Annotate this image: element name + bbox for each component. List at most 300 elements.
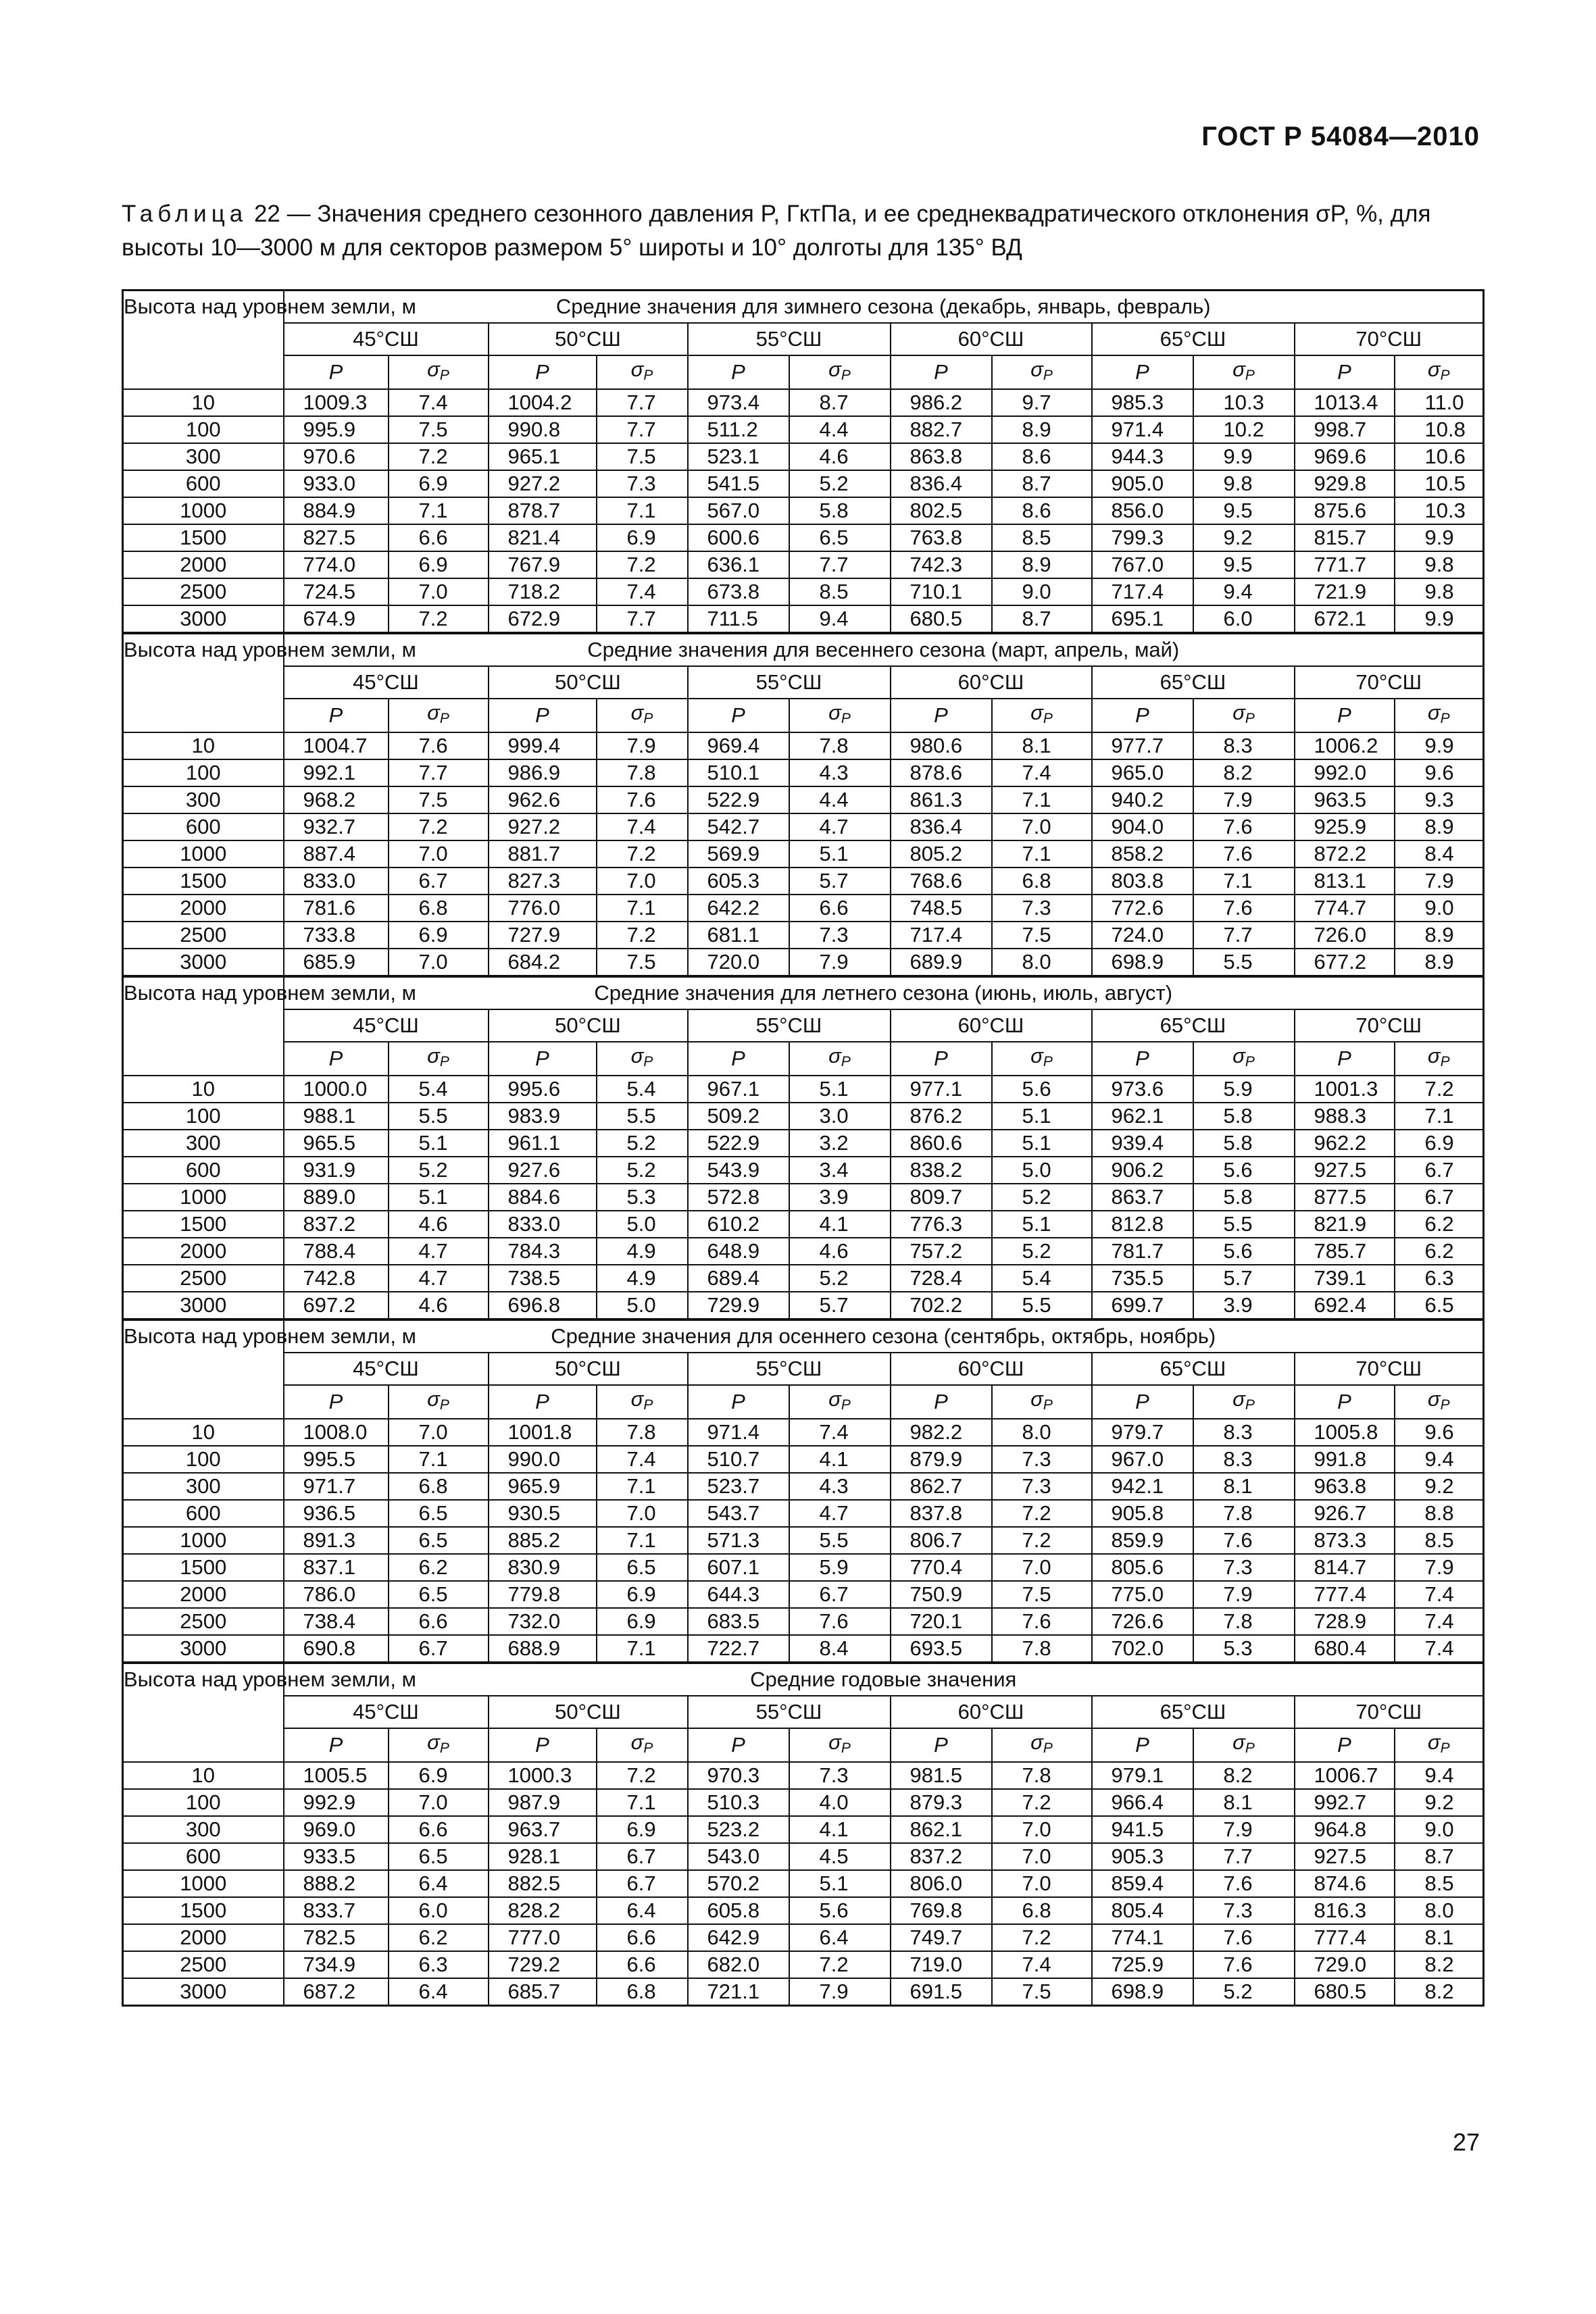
- sigma-cell: 6.6: [389, 524, 489, 551]
- sigma-cell: 5.5: [389, 1103, 489, 1130]
- table-row: [123, 1076, 1484, 1103]
- latitude-header: 55°СШ: [688, 1696, 891, 1728]
- caption-prefix: Таблица: [122, 201, 248, 227]
- sigma-cell: 6.6: [789, 895, 891, 922]
- pressure-cell: 767.9: [489, 551, 597, 578]
- sigma-cell: 5.5: [1193, 1211, 1295, 1238]
- height-cell: 100: [123, 759, 284, 786]
- sigma-cell: 6.3: [389, 1951, 489, 1978]
- sigma-symbol: σ: [1427, 1043, 1441, 1067]
- sigma-cell: 7.1: [1395, 1103, 1484, 1130]
- latitude-header: 65°СШ: [1092, 1353, 1295, 1385]
- pressure-cell: 510.7: [688, 1446, 789, 1473]
- sigma-cell: 4.9: [597, 1265, 688, 1292]
- sigma-cell: 9.4: [789, 605, 891, 633]
- pressure-cell: 874.6: [1295, 1870, 1395, 1897]
- pressure-cell: 779.8: [489, 1581, 597, 1608]
- sigma-cell: 6.9: [389, 922, 489, 949]
- sigma-cell: 7.5: [992, 922, 1092, 949]
- pressure-cell: 991.8: [1295, 1446, 1395, 1473]
- sigma-symbol: σ: [828, 1386, 841, 1411]
- pressure-cell: 721.9: [1295, 578, 1395, 605]
- pressure-cell: 905.3: [1092, 1843, 1193, 1870]
- pressure-cell: 688.9: [489, 1635, 597, 1663]
- height-cell: 100: [123, 1446, 284, 1473]
- sigma-cell: 7.5: [597, 443, 688, 470]
- pressure-cell: 757.2: [891, 1238, 992, 1265]
- sigma-subscript: P: [1440, 710, 1450, 726]
- sigma-cell: 7.3: [1193, 1897, 1295, 1924]
- pressure-cell: 702.0: [1092, 1635, 1193, 1663]
- p-header: P: [1092, 355, 1193, 389]
- pressure-cell: 863.8: [891, 443, 992, 470]
- pressure-cell: 969.4: [688, 732, 789, 759]
- sigma-cell: 5.3: [597, 1184, 688, 1211]
- sigma-cell: 6.7: [789, 1581, 891, 1608]
- pressure-cell: 702.2: [891, 1292, 992, 1319]
- pressure-cell: 927.5: [1295, 1843, 1395, 1870]
- table-body: [123, 291, 1484, 2006]
- pressure-cell: 569.9: [688, 840, 789, 867]
- sigma-symbol: σ: [427, 1386, 440, 1411]
- table-row: [123, 605, 1484, 633]
- sigma-cell: 7.4: [789, 1419, 891, 1446]
- table-row: [123, 470, 1484, 497]
- pressure-cell: 1001.8: [489, 1419, 597, 1446]
- subheader-row: [123, 1042, 1484, 1076]
- table-row: [123, 497, 1484, 524]
- sigma-cell: 7.1: [597, 1527, 688, 1554]
- sigma-header: [389, 699, 489, 732]
- sigma-symbol: σ: [630, 357, 644, 381]
- sigma-subscript: P: [1440, 1053, 1450, 1070]
- sigma-cell: 4.4: [789, 416, 891, 443]
- pressure-cell: 698.9: [1092, 949, 1193, 976]
- sigma-cell: 8.7: [1395, 1843, 1484, 1870]
- pressure-cell: 733.8: [284, 922, 389, 949]
- sigma-cell: 5.2: [992, 1238, 1092, 1265]
- sigma-subscript: P: [841, 710, 851, 726]
- sigma-cell: 4.1: [789, 1816, 891, 1843]
- sigma-cell: 8.1: [992, 732, 1092, 759]
- pressure-cell: 885.2: [489, 1527, 597, 1554]
- sigma-cell: 7.3: [992, 1446, 1092, 1473]
- sigma-subscript: P: [1043, 367, 1053, 383]
- table-row: [123, 1951, 1484, 1978]
- sigma-symbol: σ: [1232, 357, 1245, 381]
- latitude-header: 45°СШ: [284, 1353, 489, 1385]
- pressure-cell: 942.1: [1092, 1473, 1193, 1500]
- sigma-cell: 5.7: [789, 1292, 891, 1319]
- pressure-cell: 905.0: [1092, 470, 1193, 497]
- pressure-cell: 680.5: [891, 605, 992, 633]
- sigma-cell: 7.8: [1193, 1500, 1295, 1527]
- table-row: [123, 1789, 1484, 1816]
- pressure-cell: 685.7: [489, 1978, 597, 2006]
- pressure-cell: 689.9: [891, 949, 992, 976]
- pressure-cell: 607.1: [688, 1554, 789, 1581]
- pressure-cell: 932.7: [284, 813, 389, 840]
- sigma-symbol: σ: [1030, 1386, 1043, 1411]
- pressure-cell: 873.3: [1295, 1527, 1395, 1554]
- pressure-cell: 724.0: [1092, 922, 1193, 949]
- sigma-cell: 7.4: [992, 1951, 1092, 1978]
- sigma-cell: 5.7: [1193, 1265, 1295, 1292]
- pressure-cell: 805.4: [1092, 1897, 1193, 1924]
- sigma-cell: 8.4: [789, 1635, 891, 1663]
- pressure-cell: 772.6: [1092, 895, 1193, 922]
- pressure-cell: 720.1: [891, 1608, 992, 1635]
- sigma-cell: 6.6: [597, 1951, 688, 1978]
- sigma-cell: 6.3: [1395, 1265, 1484, 1292]
- latitude-row: [123, 1353, 1484, 1385]
- pressure-cell: 642.2: [688, 895, 789, 922]
- pressure-cell: 722.7: [688, 1635, 789, 1663]
- table-row: [123, 1608, 1484, 1635]
- sigma-cell: 8.4: [1395, 840, 1484, 867]
- sigma-subscript: P: [1440, 1740, 1450, 1756]
- sigma-cell: 8.9: [1395, 922, 1484, 949]
- sigma-cell: 7.1: [992, 840, 1092, 867]
- pressure-cell: 884.9: [284, 497, 389, 524]
- sigma-cell: 8.9: [1395, 813, 1484, 840]
- sigma-cell: 7.0: [992, 1870, 1092, 1897]
- sigma-symbol: σ: [630, 1386, 644, 1411]
- pressure-cell: 734.9: [284, 1951, 389, 1978]
- sigma-cell: 7.0: [992, 813, 1092, 840]
- sigma-cell: 9.0: [1395, 895, 1484, 922]
- pressure-table: [122, 289, 1485, 2007]
- height-cell: 600: [123, 1500, 284, 1527]
- sigma-cell: 8.9: [992, 416, 1092, 443]
- sigma-cell: 5.5: [789, 1527, 891, 1554]
- pressure-cell: 963.8: [1295, 1473, 1395, 1500]
- sigma-cell: 5.1: [789, 1870, 891, 1897]
- height-cell: 300: [123, 1473, 284, 1500]
- sigma-cell: 4.7: [389, 1265, 489, 1292]
- sigma-subscript: P: [439, 367, 449, 383]
- pressure-cell: 605.3: [688, 867, 789, 895]
- pressure-cell: 940.2: [1092, 786, 1193, 813]
- pressure-cell: 878.6: [891, 759, 992, 786]
- pressure-cell: 963.7: [489, 1816, 597, 1843]
- pressure-cell: 681.1: [688, 922, 789, 949]
- sigma-cell: 7.4: [1395, 1635, 1484, 1663]
- sigma-cell: 7.6: [1193, 1951, 1295, 1978]
- p-header: P: [489, 1042, 597, 1076]
- pressure-cell: 543.7: [688, 1500, 789, 1527]
- pressure-cell: 648.9: [688, 1238, 789, 1265]
- sigma-symbol: σ: [828, 700, 841, 724]
- pressure-cell: 969.0: [284, 1816, 389, 1843]
- pressure-cell: 992.0: [1295, 759, 1395, 786]
- sigma-header: [597, 699, 688, 732]
- sigma-symbol: σ: [427, 357, 440, 381]
- p-header: P: [489, 1728, 597, 1762]
- sigma-header: [389, 1728, 489, 1762]
- sigma-cell: 5.4: [389, 1076, 489, 1103]
- sigma-header: [389, 1385, 489, 1419]
- latitude-header: 70°СШ: [1295, 666, 1484, 699]
- sigma-subscript: P: [1245, 710, 1255, 726]
- height-cell: 1500: [123, 1554, 284, 1581]
- pressure-cell: 738.4: [284, 1608, 389, 1635]
- height-cell: 1500: [123, 524, 284, 551]
- pressure-cell: 806.0: [891, 1870, 992, 1897]
- pressure-cell: 933.5: [284, 1843, 389, 1870]
- pressure-cell: 720.0: [688, 949, 789, 976]
- sigma-cell: 5.2: [389, 1157, 489, 1184]
- p-header: P: [891, 699, 992, 732]
- sigma-header: [789, 355, 891, 389]
- sigma-cell: 5.1: [789, 840, 891, 867]
- sigma-cell: 7.8: [789, 732, 891, 759]
- pressure-cell: 693.5: [891, 1635, 992, 1663]
- pressure-cell: 961.1: [489, 1130, 597, 1157]
- sigma-cell: 5.6: [1193, 1238, 1295, 1265]
- pressure-cell: 748.5: [891, 895, 992, 922]
- sigma-symbol: σ: [1232, 700, 1245, 724]
- pressure-cell: 674.9: [284, 605, 389, 633]
- sigma-cell: 6.8: [992, 1897, 1092, 1924]
- sigma-cell: 8.3: [1193, 1446, 1295, 1473]
- pressure-cell: 965.9: [489, 1473, 597, 1500]
- latitude-header: 45°СШ: [284, 323, 489, 355]
- height-cell: 10: [123, 732, 284, 759]
- section-title-row: [123, 1663, 1484, 1696]
- pressure-cell: 774.1: [1092, 1924, 1193, 1951]
- p-header: P: [1092, 699, 1193, 732]
- pressure-cell: 1004.7: [284, 732, 389, 759]
- pressure-cell: 695.1: [1092, 605, 1193, 633]
- latitude-header: 70°СШ: [1295, 323, 1484, 355]
- pressure-cell: 1005.8: [1295, 1419, 1395, 1446]
- pressure-cell: 973.4: [688, 389, 789, 416]
- sigma-cell: 7.1: [992, 786, 1092, 813]
- pressure-cell: 905.8: [1092, 1500, 1193, 1527]
- height-header: Высота над уровнем земли, м: [123, 291, 284, 390]
- pressure-cell: 859.4: [1092, 1870, 1193, 1897]
- latitude-header: 65°СШ: [1092, 1009, 1295, 1042]
- sigma-symbol: σ: [1030, 1043, 1043, 1067]
- pressure-cell: 836.4: [891, 470, 992, 497]
- sigma-cell: 10.6: [1395, 443, 1484, 470]
- height-header: Высота над уровнем земли, м: [123, 1663, 284, 1762]
- pressure-cell: 781.6: [284, 895, 389, 922]
- pressure-cell: 878.7: [489, 497, 597, 524]
- sigma-cell: 6.9: [597, 524, 688, 551]
- pressure-cell: 777.4: [1295, 1581, 1395, 1608]
- sigma-cell: 6.5: [389, 1843, 489, 1870]
- sigma-cell: 9.8: [1395, 551, 1484, 578]
- table-row: [123, 1184, 1484, 1211]
- sigma-header: [1395, 355, 1484, 389]
- pressure-cell: 980.6: [891, 732, 992, 759]
- pressure-cell: 813.1: [1295, 867, 1395, 895]
- sigma-header: [992, 1728, 1092, 1762]
- sigma-cell: 7.0: [389, 949, 489, 976]
- height-cell: 1000: [123, 840, 284, 867]
- table-row: [123, 1554, 1484, 1581]
- section-title: Средние значения для осеннего сезона (сентябрь, октябрь, ноябрь): [284, 1319, 1484, 1353]
- table-row: [123, 1238, 1484, 1265]
- pressure-cell: 523.2: [688, 1816, 789, 1843]
- height-cell: 2500: [123, 1265, 284, 1292]
- pressure-cell: 998.7: [1295, 416, 1395, 443]
- sigma-cell: 7.2: [1395, 1076, 1484, 1103]
- sigma-cell: 8.1: [1193, 1473, 1295, 1500]
- pressure-cell: 687.2: [284, 1978, 389, 2006]
- pressure-cell: 944.3: [1092, 443, 1193, 470]
- pressure-cell: 509.2: [688, 1103, 789, 1130]
- sigma-cell: 5.2: [597, 1130, 688, 1157]
- latitude-header: 60°СШ: [891, 666, 1092, 699]
- sigma-cell: 4.7: [789, 813, 891, 840]
- pressure-cell: 968.2: [284, 786, 389, 813]
- p-header: P: [688, 355, 789, 389]
- height-cell: 300: [123, 1816, 284, 1843]
- pressure-cell: 927.5: [1295, 1157, 1395, 1184]
- sigma-cell: 9.4: [1395, 1446, 1484, 1473]
- p-header: P: [284, 1385, 389, 1419]
- pressure-cell: 925.9: [1295, 813, 1395, 840]
- pressure-cell: 927.2: [489, 470, 597, 497]
- latitude-header: 60°СШ: [891, 1353, 1092, 1385]
- height-header: Высота над уровнем земли, м: [123, 976, 284, 1076]
- sigma-cell: 8.7: [992, 605, 1092, 633]
- pressure-cell: 966.4: [1092, 1789, 1193, 1816]
- sigma-cell: 5.2: [1193, 1978, 1295, 2006]
- sigma-cell: 5.6: [992, 1076, 1092, 1103]
- pressure-cell: 522.9: [688, 1130, 789, 1157]
- sigma-cell: 4.4: [789, 786, 891, 813]
- sigma-cell: 8.9: [992, 551, 1092, 578]
- table-row: [123, 949, 1484, 976]
- sigma-cell: 8.2: [1193, 759, 1295, 786]
- pressure-cell: 717.4: [891, 922, 992, 949]
- pressure-cell: 904.0: [1092, 813, 1193, 840]
- height-header: Высота над уровнем земли, м: [123, 1319, 284, 1419]
- pressure-cell: 785.7: [1295, 1238, 1395, 1265]
- sigma-subscript: P: [1043, 710, 1053, 726]
- pressure-cell: 749.7: [891, 1924, 992, 1951]
- pressure-cell: 685.9: [284, 949, 389, 976]
- sigma-cell: 7.0: [389, 840, 489, 867]
- sigma-subscript: P: [1245, 1397, 1255, 1413]
- sigma-subscript: P: [439, 1053, 449, 1070]
- table-row: [123, 551, 1484, 578]
- pressure-cell: 879.9: [891, 1446, 992, 1473]
- sigma-cell: 4.3: [789, 759, 891, 786]
- sigma-cell: 7.2: [597, 1762, 688, 1789]
- sigma-cell: 6.8: [389, 895, 489, 922]
- sigma-cell: 8.1: [1193, 1789, 1295, 1816]
- sigma-symbol: σ: [427, 1043, 440, 1067]
- pressure-cell: 690.8: [284, 1635, 389, 1663]
- sigma-header: [1395, 1042, 1484, 1076]
- pressure-cell: 830.9: [489, 1554, 597, 1581]
- sigma-cell: 7.6: [1193, 813, 1295, 840]
- pressure-cell: 799.3: [1092, 524, 1193, 551]
- height-cell: 100: [123, 1789, 284, 1816]
- pressure-cell: 542.7: [688, 813, 789, 840]
- subheader-row: [123, 699, 1484, 732]
- sigma-subscript: P: [1440, 1397, 1450, 1413]
- sigma-cell: 9.9: [1395, 605, 1484, 633]
- sigma-cell: 5.9: [789, 1554, 891, 1581]
- pressure-cell: 814.7: [1295, 1554, 1395, 1581]
- sigma-cell: 8.5: [789, 578, 891, 605]
- latitude-header: 65°СШ: [1092, 666, 1295, 699]
- table-row: [123, 1924, 1484, 1951]
- height-cell: 10: [123, 1076, 284, 1103]
- sigma-cell: 7.4: [1395, 1608, 1484, 1635]
- pressure-cell: 837.2: [891, 1843, 992, 1870]
- sigma-cell: 6.7: [1395, 1157, 1484, 1184]
- sigma-cell: 7.2: [389, 605, 489, 633]
- sigma-cell: 6.6: [389, 1816, 489, 1843]
- sigma-cell: 5.5: [597, 1103, 688, 1130]
- pressure-cell: 729.9: [688, 1292, 789, 1319]
- height-cell: 10: [123, 1762, 284, 1789]
- sigma-cell: 9.4: [1395, 1762, 1484, 1789]
- sigma-cell: 7.3: [992, 1473, 1092, 1500]
- pressure-cell: 677.2: [1295, 949, 1395, 976]
- table-row: [123, 524, 1484, 551]
- sigma-cell: 7.4: [1395, 1581, 1484, 1608]
- pressure-cell: 600.6: [688, 524, 789, 551]
- sigma-cell: 7.4: [597, 1446, 688, 1473]
- p-header: P: [489, 355, 597, 389]
- sigma-symbol: σ: [1232, 1730, 1245, 1754]
- sigma-cell: 5.7: [789, 867, 891, 895]
- subheader-row: [123, 1728, 1484, 1762]
- sigma-cell: 6.9: [389, 470, 489, 497]
- sigma-symbol: σ: [828, 1043, 841, 1067]
- p-header: P: [1295, 1728, 1395, 1762]
- pressure-cell: 970.6: [284, 443, 389, 470]
- sigma-cell: 9.5: [1193, 551, 1295, 578]
- sigma-cell: 6.9: [389, 551, 489, 578]
- pressure-cell: 781.7: [1092, 1238, 1193, 1265]
- pressure-cell: 680.4: [1295, 1635, 1395, 1663]
- table-row: [123, 840, 1484, 867]
- sigma-cell: 5.5: [992, 1292, 1092, 1319]
- pressure-cell: 859.9: [1092, 1527, 1193, 1554]
- sigma-cell: 7.0: [992, 1816, 1092, 1843]
- pressure-cell: 965.0: [1092, 759, 1193, 786]
- sigma-subscript: P: [841, 367, 851, 383]
- latitude-header: 60°СШ: [891, 323, 1092, 355]
- pressure-cell: 774.0: [284, 551, 389, 578]
- sigma-cell: 8.8: [1395, 1500, 1484, 1527]
- p-header: P: [1092, 1728, 1193, 1762]
- sigma-cell: 6.9: [597, 1608, 688, 1635]
- sigma-cell: 7.0: [389, 1789, 489, 1816]
- pressure-cell: 642.9: [688, 1924, 789, 1951]
- pressure-cell: 992.1: [284, 759, 389, 786]
- sigma-cell: 8.2: [1395, 1951, 1484, 1978]
- pressure-cell: 726.6: [1092, 1608, 1193, 1635]
- pressure-cell: 877.5: [1295, 1184, 1395, 1211]
- pressure-cell: 682.0: [688, 1951, 789, 1978]
- pressure-cell: 750.9: [891, 1581, 992, 1608]
- table-row: [123, 1292, 1484, 1319]
- pressure-cell: 985.3: [1092, 389, 1193, 416]
- height-cell: 600: [123, 813, 284, 840]
- pressure-cell: 1006.2: [1295, 732, 1395, 759]
- latitude-header: 45°СШ: [284, 666, 489, 699]
